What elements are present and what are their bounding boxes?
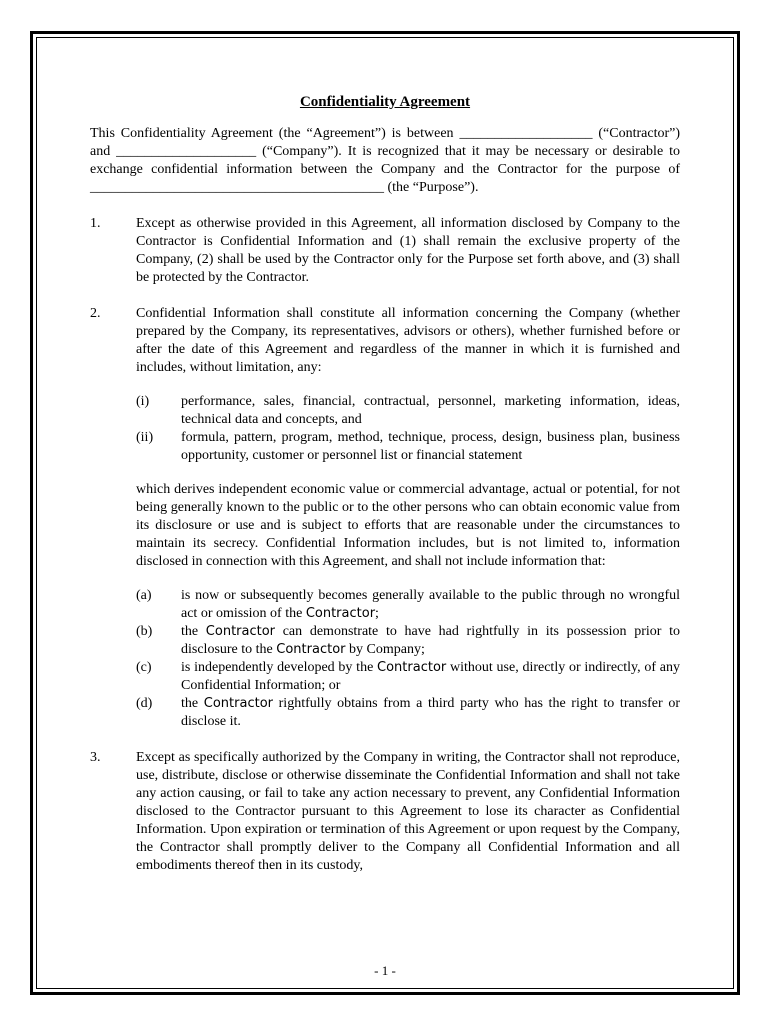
section-2 (90, 305, 680, 731)
list-item-text: the (181, 696, 204, 711)
list-item-text: by Company; (345, 642, 425, 657)
contractor-term: Contractor (305, 606, 376, 621)
list-item (136, 393, 680, 429)
section-text: Confidential Information shall constitute all information concerning the Company (whether prepared by the Company, its representatives, advisors or others), whether furnished before or after the date of this Agreement and regardless of the manner in which it is furnished and includes, without limitation, any: (136, 306, 680, 375)
list-item-text: is independently developed by the (181, 660, 378, 675)
contractor-term: Contractor (377, 660, 447, 675)
list-item (136, 429, 680, 465)
list-item-label: (a) (136, 588, 152, 603)
list-item (136, 623, 680, 659)
intro-paragraph: This Confidentiality Agreement (the “Agreement”) is between ___________________ (“Contractor”) and ____________________ (“Company”). It is recognized that it may be necessary or desirable to exchange confidential information between the Company and the Contractor for the purpose of __________________________________________ (the “Purpose”). (90, 126, 680, 195)
section-continuation: which derives independent economic value or commercial advantage, actual or potential, for not being generally known to the public or to the other persons who can obtain economic value from its disclosure or use and is subject to efforts that are reasonable under the circumstances to maintain its secrecy. Confidential Information includes, but is not limited to, information disclosed in connection with this Agreement, and shall not include information that: (136, 482, 680, 569)
section-number: 1. (90, 216, 101, 231)
list-item-label: (c) (136, 660, 152, 675)
document-body (90, 93, 680, 893)
list-item (136, 695, 680, 731)
list-item-label: (ii) (136, 430, 154, 445)
list-item-text: rightfully obtains from a third party who has the right to transfer or disclose it. (181, 696, 680, 729)
list-item-label: (d) (136, 696, 153, 711)
exclusion-list (136, 587, 680, 731)
inclusion-list (136, 393, 680, 465)
list-item-text: ; (375, 606, 379, 621)
document-title: Confidentiality Agreement (299, 94, 471, 110)
section-1 (90, 215, 680, 287)
list-item-text: is now or subsequently becomes generally available to the public through no wrongful act or omission of the (181, 588, 680, 621)
list-item-label: (b) (136, 624, 153, 639)
list-item (136, 587, 680, 623)
list-item-text: the (181, 624, 206, 639)
section-text: Except as otherwise provided in this Agreement, all information disclosed by Company to the Contractor is Confidential Information and (1) shall remain the exclusive property of the Company, (2) shall be used by the Contractor only for the Purpose set forth above, and (3) shall be protected by the Contractor. (136, 216, 680, 285)
page-number: - 1 - (374, 963, 396, 978)
section-number: 3. (90, 750, 101, 765)
list-item-text: formula, pattern, program, method, technique, process, design, business plan, business opportunity, customer or personnel list or financial statement (181, 430, 680, 463)
section-text: Except as specifically authorized by the Company in writing, the Contractor shall not reproduce, use, distribute, disclose or otherwise disseminate the Confidential Information and shall not take any action causing, or fail to take any action necessary to prevent, any Confidential Information disclosed to the Contractor pursuant to this Agreement to lose its character as Confidential Information. Upon expiration or termination of this Agreement or upon request by the Company, the Contractor shall promptly deliver to the Company all Confidential Information and all embodiments thereof then in its custody, (136, 750, 680, 873)
list-item-text: without use, directly or indirectly, of any Confidential Information; or (181, 660, 680, 693)
section-number: 2. (90, 306, 101, 321)
list-item-label: (i) (136, 394, 150, 409)
contractor-term: Contractor (276, 642, 346, 657)
contractor-term: Contractor (205, 624, 276, 639)
contractor-term: Contractor (203, 696, 273, 711)
list-item (136, 659, 680, 695)
list-item-text: performance, sales, financial, contractual, personnel, marketing information, ideas, technical data and concepts, and (181, 394, 680, 427)
list-item-text: can demonstrate to have had rightfully in its possession prior to disclosure to the (181, 624, 680, 657)
section-3 (90, 749, 680, 875)
